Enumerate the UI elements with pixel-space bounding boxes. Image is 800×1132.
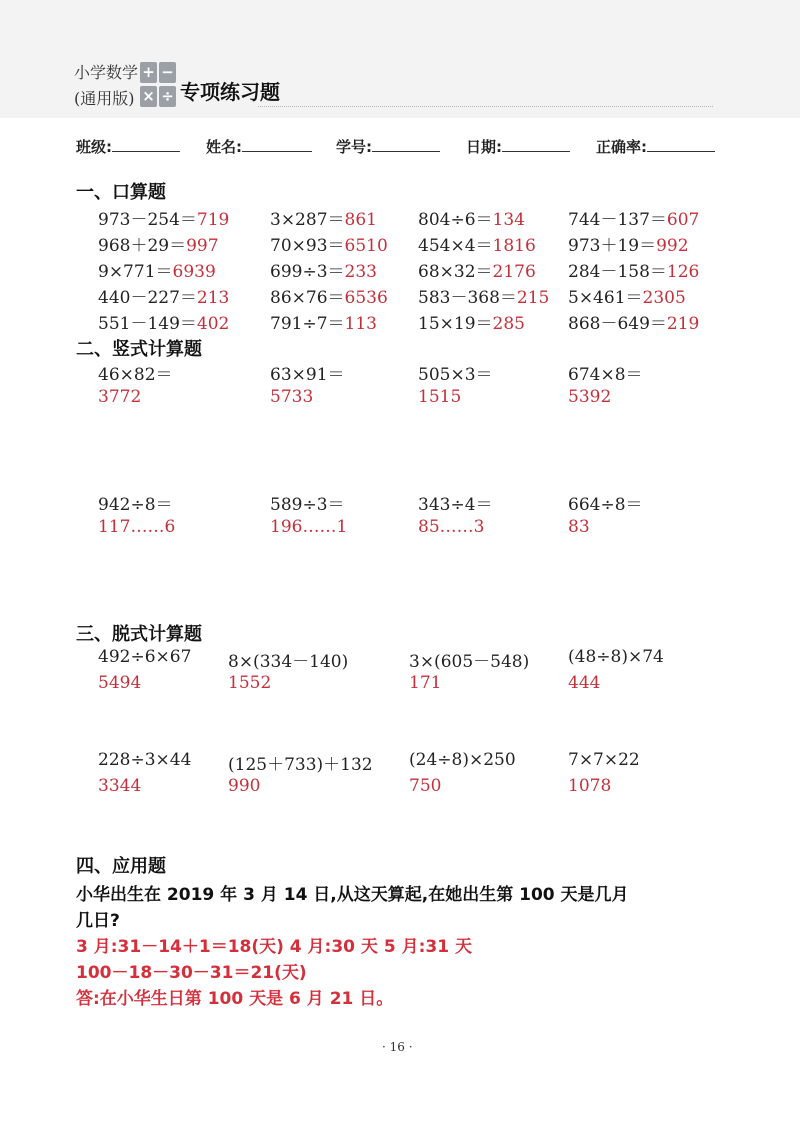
operator-icons [140,62,176,112]
oral-problem: 68×32＝2176 [418,262,536,282]
oral-problem: 15×19＝285 [418,314,525,334]
stepwise-answer: 1078 [568,776,612,796]
accuracy-field [596,136,715,157]
final-answer: 答:在小华生日第 100 天是 6 月 21 日。 [76,989,394,1009]
vertical-problem: 589÷3＝ [270,495,345,515]
stepwise-answer: 990 [228,776,261,796]
stepwise-answer: 444 [568,673,601,693]
word-problem-line-1: 小华出生在 2019 年 3 月 14 日,从这天算起,在她出生第 100 天是几月 [76,885,629,905]
vertical-problem: 942÷8＝ [98,495,173,515]
page-title: 专项练习题 [180,80,280,104]
section-4-title: 四、应用题 [76,856,166,877]
vertical-problem: 343÷4＝ [418,495,493,515]
vertical-answer: 196……1 [270,517,348,537]
class-field [76,136,180,157]
oral-problem: 968＋29＝997 [98,236,219,256]
vertical-answer: 83 [568,517,590,537]
oral-problem: 583－368＝215 [418,288,550,308]
vertical-answer: 85……3 [418,517,485,537]
vertical-answer: 3772 [98,387,142,407]
student-id-field [336,136,440,157]
oral-problem: 454×4＝1816 [418,236,536,256]
stepwise-problem: 228÷3×44 [98,750,192,770]
solution-line-2: 100－18－30－31＝21(天) [76,963,307,983]
header-dotted-line [258,106,713,107]
student-id-blank[interactable] [372,137,440,152]
stepwise-answer: 171 [409,673,442,693]
stepwise-answer: 750 [409,776,442,796]
name-blank[interactable] [242,137,312,152]
minus-icon: − [159,62,176,83]
divide-icon: ÷ [159,86,176,107]
stepwise-problem: (48÷8)×74 [568,647,664,667]
oral-problem: 973＋19＝992 [568,236,689,256]
brand-line-1: 小学数学 [74,63,139,82]
oral-problem: 440－227＝213 [98,288,230,308]
brand-line-2: (通用版) [74,89,135,108]
vertical-answer: 5392 [568,387,612,407]
oral-problem: 284－158＝126 [568,262,700,282]
name-field [206,136,312,157]
date-field [466,136,570,157]
page-number: · 16 · [382,1040,413,1054]
vertical-problem: 664÷8＝ [568,495,643,515]
vertical-problem: 63×91＝ [270,365,345,385]
vertical-problem: 46×82＝ [98,365,173,385]
stepwise-problem: 8×(334－140) [228,652,349,672]
vertical-answer: 5733 [270,387,314,407]
class-label: 班级: [76,138,112,156]
oral-problem: 744－137＝607 [568,210,700,230]
stepwise-problem: (125＋733)＋132 [228,755,373,775]
plus-icon: + [140,62,157,83]
vertical-problem: 505×3＝ [418,365,493,385]
vertical-problem: 674×8＝ [568,365,643,385]
multiply-icon: × [140,86,157,107]
stepwise-problem: (24÷8)×250 [409,750,516,770]
oral-problem: 5×461＝2305 [568,288,686,308]
oral-problem: 791÷7＝113 [270,314,377,334]
stepwise-problem: 7×7×22 [568,750,640,770]
oral-problem: 86×76＝6536 [270,288,388,308]
section-1-title: 一、口算题 [76,182,166,203]
stepwise-problem: 3×(605－548) [409,652,530,672]
date-label: 日期: [466,138,502,156]
vertical-answer: 117……6 [98,517,176,537]
stepwise-problem: 492÷6×67 [98,647,192,667]
oral-problem: 3×287＝861 [270,210,377,230]
oral-problem: 9×771＝6939 [98,262,216,282]
class-blank[interactable] [112,137,180,152]
oral-problem: 70×93＝6510 [270,236,388,256]
accuracy-label: 正确率: [596,138,647,156]
section-3-title: 三、脱式计算题 [76,624,202,645]
accuracy-blank[interactable] [647,137,715,152]
name-label: 姓名: [206,138,242,156]
oral-problem: 699÷3＝233 [270,262,377,282]
date-blank[interactable] [502,137,570,152]
oral-problem: 551－149＝402 [98,314,230,334]
section-2-title: 二、竖式计算题 [76,339,202,360]
student-id-label: 学号: [336,138,372,156]
vertical-answer: 1515 [418,387,462,407]
oral-problem: 973－254＝719 [98,210,230,230]
word-problem-line-2: 几日? [76,911,120,931]
stepwise-answer: 1552 [228,673,272,693]
oral-problem: 804÷6＝134 [418,210,525,230]
stepwise-answer: 3344 [98,776,142,796]
oral-problem: 868－649＝219 [568,314,700,334]
solution-line-1: 3 月:31－14＋1＝18(天) 4 月:30 天 5 月:31 天 [76,937,472,957]
stepwise-answer: 5494 [98,673,142,693]
